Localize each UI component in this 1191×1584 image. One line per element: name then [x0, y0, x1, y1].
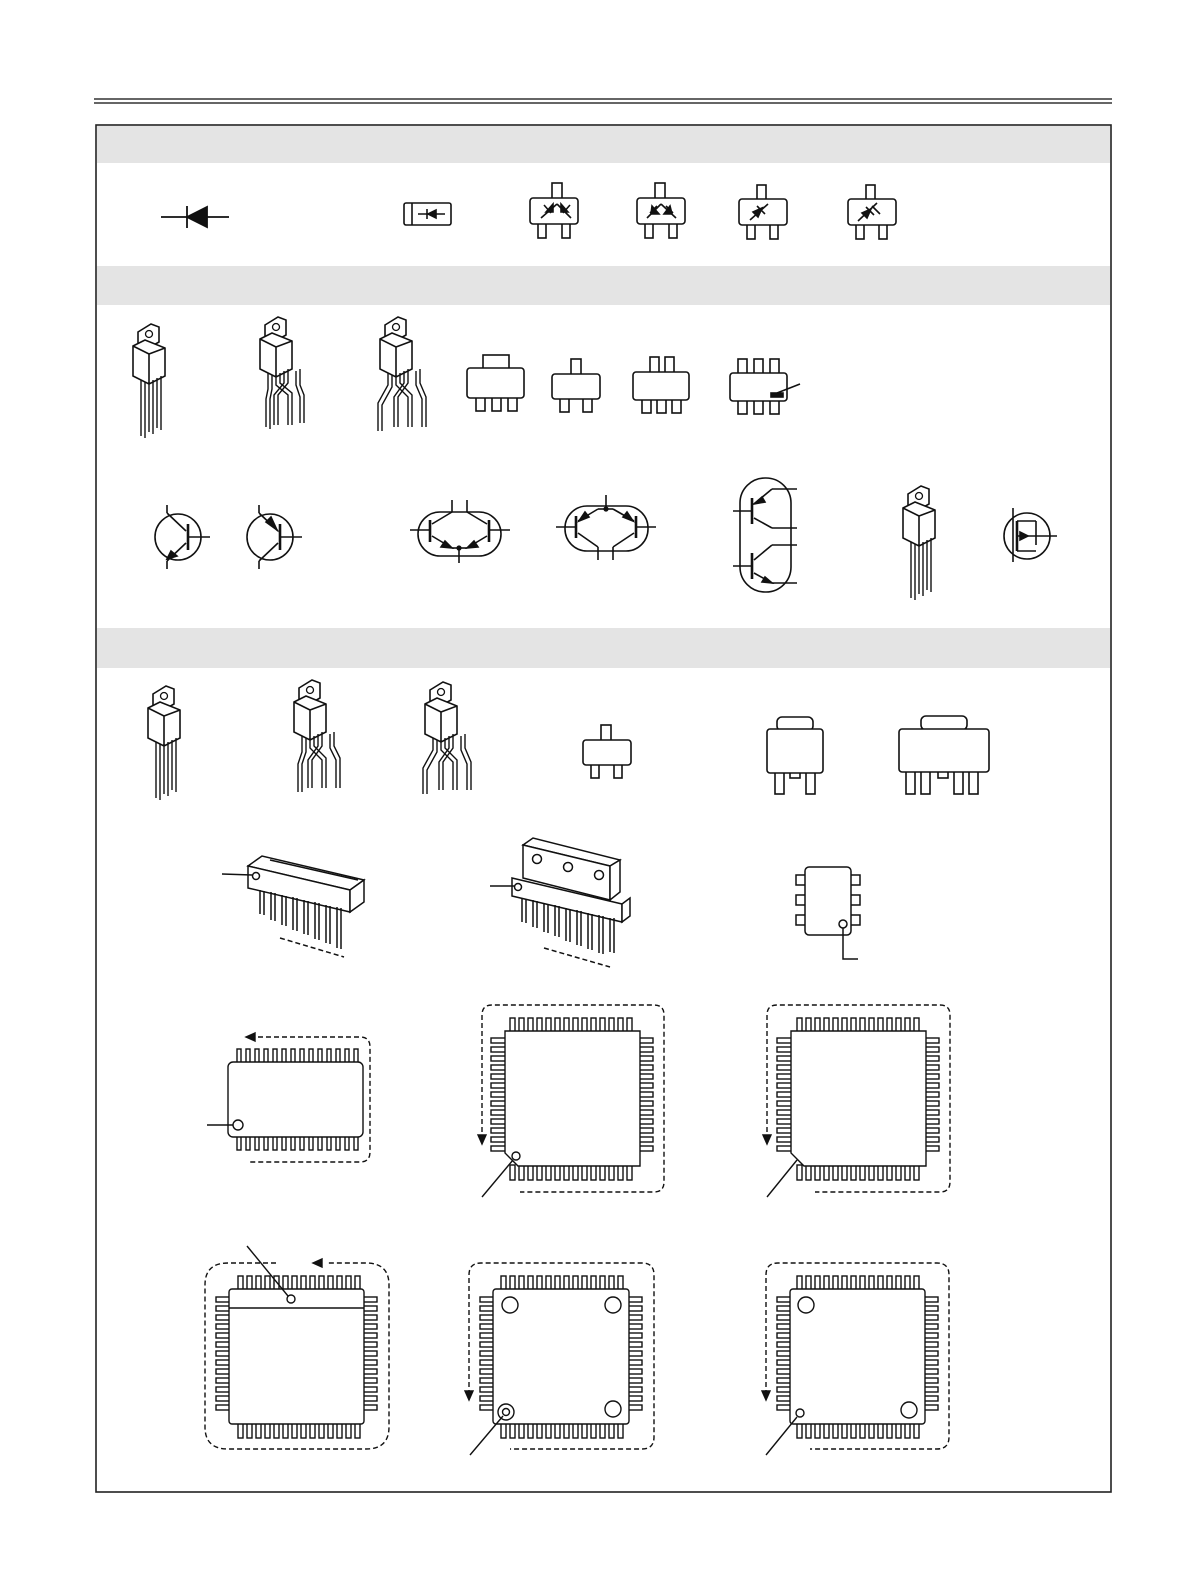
section-header-transistors: [97, 266, 1110, 305]
darlington-transistor-symbol-icon: [733, 478, 797, 592]
diode-package-icon: [404, 203, 451, 225]
section-header-diodes: [97, 126, 1110, 163]
section-header-integrated-circuits: [97, 628, 1110, 668]
